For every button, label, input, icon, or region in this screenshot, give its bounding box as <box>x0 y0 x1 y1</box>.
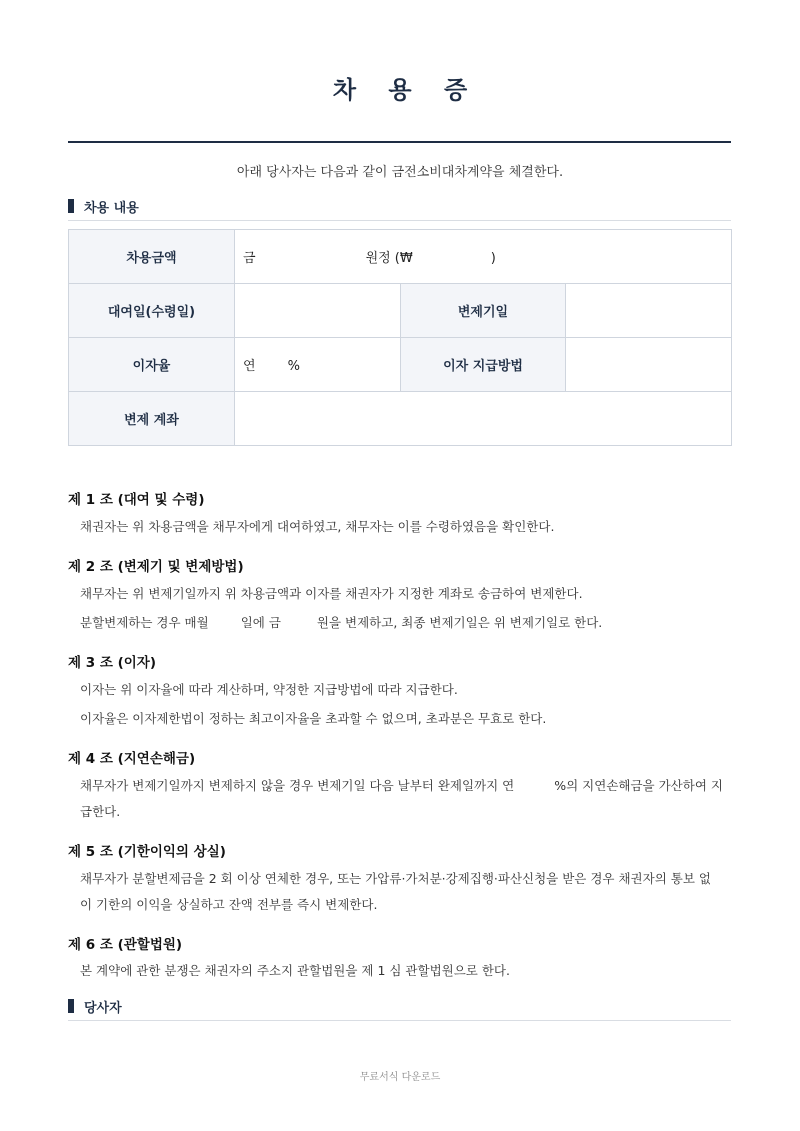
article-2-text: 채무자는 위 변제기일까지 위 차용금액과 이자를 채권자가 지정한 계좌로 송금하여 변제한다. <box>80 586 583 601</box>
repay-date-field[interactable] <box>566 284 732 338</box>
article-1-text: 채권자는 위 차용금액을 채무자에게 대여하였고, 채무자는 이를 수령하였음을 확인한다. <box>80 519 555 534</box>
loan-details-table <box>68 229 732 446</box>
section-title: 차용 내용 <box>84 201 139 216</box>
article-6-title: 제 6 조 (관할법원) <box>68 937 183 953</box>
interest-unit: % <box>287 359 300 374</box>
amount-label: 차용금액 <box>69 230 235 284</box>
article-5-text-2: 이 기한의 이익을 상실하고 잔액 전부를 즉시 변제한다. <box>80 897 378 912</box>
interest-rate-field[interactable] <box>235 338 401 392</box>
article-3-title: 제 3 조 (이자) <box>68 655 156 671</box>
interest-prefix: 연 <box>243 359 256 374</box>
footer-link[interactable]: 무료서식 다운로드 <box>359 1072 441 1083</box>
section-marker-icon <box>68 999 74 1013</box>
article-3-text-1: 이자는 위 이자율에 따라 계산하며, 약정한 지급방법에 따라 지급한다. <box>80 682 458 697</box>
account-field[interactable] <box>235 392 732 446</box>
article-2-installment: 분할변제하는 경우 매월 일에 금 원을 변제하고, 최종 변제기일은 위 변제기일로 한다. <box>80 615 603 630</box>
table-row <box>69 338 732 392</box>
article-1-title: 제 1 조 (대여 및 수령) <box>68 492 205 508</box>
interest-rate-label: 이자율 <box>69 338 235 392</box>
article-6-text: 본 계약에 관한 분쟁은 채권자의 주소지 관할법원을 제 1 심 관할법원으로 한다. <box>80 963 510 978</box>
amount-close: ) <box>490 251 496 266</box>
section-marker-icon <box>68 199 74 213</box>
section-title: 당사자 <box>84 1001 122 1016</box>
article-4-text-2: 급한다. <box>80 804 121 819</box>
account-label: 변제 계좌 <box>69 392 235 446</box>
title-divider <box>68 141 731 143</box>
article-4-text-1: 채무자가 변제기일까지 변제하지 않을 경우 변제기일 다음 날부터 완제일까지 연 %의 지연손해금을 가산하여 지 <box>80 778 723 793</box>
article-5-text-1: 채무자가 분할변제금을 2 회 이상 연체한 경우, 또는 가압류·가처분·강제집행·파산신청을 받은 경우 채권자의 통보 없 <box>80 871 711 886</box>
intro-text: 아래 당사자는 다음과 같이 금전소비대차계약을 체결한다. <box>236 165 564 180</box>
article-3-text-2: 이자율은 이자제한법이 정하는 최고이자율을 초과할 수 없으며, 초과분은 무효로 한다. <box>80 711 547 726</box>
article-5-title: 제 5 조 (기한이익의 상실) <box>68 844 226 860</box>
amount-prefix: 금 <box>243 251 256 266</box>
interest-method-label: 이자 지급방법 <box>401 338 566 392</box>
amount-won-label: 원정 (₩ <box>365 251 413 266</box>
table-row <box>69 230 732 284</box>
document-title: 차 용 증 <box>332 76 480 104</box>
loan-date-field[interactable] <box>235 284 401 338</box>
section-header-loan <box>68 196 731 221</box>
repay-date-label: 변제기일 <box>401 284 566 338</box>
section-header-parties <box>68 996 731 1021</box>
table-row <box>69 392 732 446</box>
amount-field[interactable] <box>235 230 732 284</box>
article-2-title: 제 2 조 (변제기 및 변제방법) <box>68 559 244 575</box>
table-row <box>69 284 732 338</box>
interest-method-field[interactable] <box>566 338 732 392</box>
article-4-title: 제 4 조 (지연손해금) <box>68 751 196 767</box>
loan-date-label: 대여일(수령일) <box>69 284 235 338</box>
